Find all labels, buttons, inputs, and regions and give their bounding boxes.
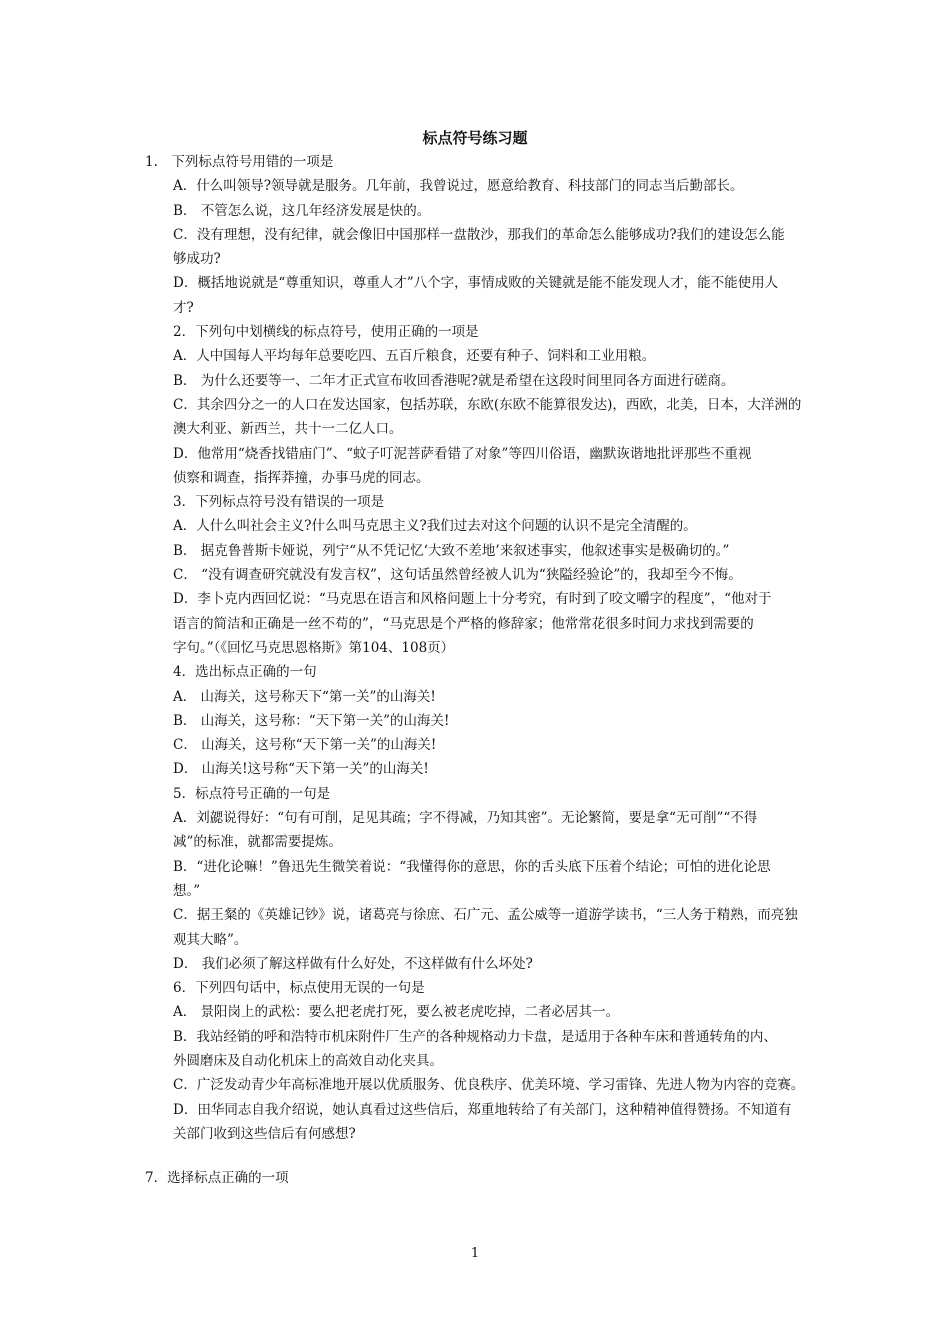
text-line: 够成功? — [173, 251, 221, 268]
text-line: B． 不管怎么说，这几年经济发展是快的。 — [173, 202, 431, 219]
document-body — [145, 150, 815, 1190]
text-line: B． 为什么还要等一、二年才正式宣布收回香港呢?就是希望在这段时间里同各方面进行磋商。 — [173, 372, 735, 389]
text-line: 字句。”（《回忆马克思恩格斯》第104、108页） — [173, 639, 455, 656]
text-line: 6．下列四句话中，标点使用无误的一句是 — [173, 980, 425, 997]
text-line: A．人什么叫社会主义?什么叫马克思主义?我们过去对这个问题的认识不是完全清醒的。 — [173, 518, 697, 535]
text-line: D． 我们必须了解这样做有什么好处，不这样做有什么坏处? — [173, 955, 533, 972]
text-line: D． 山海关!这号称“天下第一关”的山海关! — [173, 761, 429, 778]
text-line: A．人中国每人平均每年总要吃四、五百斤粮食，还要有种子、饲料和工业用粮。 — [173, 348, 656, 365]
text-line: D．他常用“烧香找错庙门”、“蚊子叮泥菩萨看错了对象”等四川俗语，幽默诙谐地批评那些不重视 — [173, 445, 752, 462]
paragraph-spacer — [145, 1146, 815, 1166]
text-line: 外圆磨床及自动化机床上的高效自动化夹具。 — [173, 1052, 443, 1069]
text-line: 关部门收到这些信后有何感想? — [173, 1125, 356, 1142]
page-number: 1 — [470, 1246, 480, 1261]
text-line: 1. 下列标点符号用错的一项是 — [145, 154, 334, 170]
text-line: 7．选择标点正确的一项 — [145, 1170, 289, 1187]
text-line: B．“进化论嘛！”鲁迅先生微笑着说：“我懂得你的意思，你的舌头底下压着个结论；可怕的进化论思 — [173, 858, 771, 875]
text-line: A．刘勰说得好：“句有可削，足见其疏；字不得减，乃知其密”。无论繁简，要是拿“无可削”“不得 — [173, 810, 758, 827]
text-line: A． 景阳岗上的武松：要么把老虎打死，要么被老虎吃掉，二者必居其一。 — [173, 1004, 620, 1021]
text-line: 减”的标准，就都需要提炼。 — [173, 834, 342, 851]
text-line: D．概括地说就是“尊重知识，尊重人才”八个字，事情成败的关键就是能不能发现人才，能不能使用人 — [173, 275, 779, 292]
text-line: B． 据克鲁普斯卡娅说，列宁“从不凭记忆‘大致不差地’来叙述事实，他叙述事实是极确切的。” — [173, 542, 730, 559]
text-line: 4．选出标点正确的一句 — [173, 664, 317, 681]
text-line: 观其大略”。 — [173, 931, 248, 948]
text-line: 5．标点符号正确的一句是 — [173, 785, 331, 802]
text-line: D．田华同志自我介绍说，她认真看过这些信后，郑重地转给了有关部门，这种精神值得赞扬。不知道有 — [173, 1101, 792, 1118]
text-line: D．李卜克内西回忆说：“马克思在语言和风格问题上十分考究，有时到了咬文嚼字的程度”，“他对于 — [173, 591, 772, 608]
text-line: A． 山海关，这号称天下“第一关”的山海关! — [173, 688, 436, 705]
text-line: C．广泛发动青少年高标准地开展以优质服务、优良秩序、优美环境、学习雷锋、先进人物为内容的竞赛。 — [173, 1077, 805, 1094]
text-line: 3．下列标点符号没有错误的一项是 — [173, 494, 385, 511]
text-line: C．其余四分之一的人口在发达国家，包括苏联，东欧(东欧不能算很发达)，西欧，北美，日本，大洋洲的 — [173, 396, 802, 413]
text-line: C．据王粲的《英雄记钞》说，诸葛亮与徐庶、石广元、孟公威等一道游学读书，“三人务于精熟，而亮独 — [173, 907, 798, 924]
document-title: 标点符号练习题 — [422, 129, 528, 147]
text-line: 想。” — [173, 882, 201, 899]
text-line: B．我站经销的呼和浩特市机床附件厂生产的各种规格动力卡盘，是适用于各种车床和普通转角的内、 — [173, 1028, 777, 1045]
text-line: 才? — [173, 299, 194, 316]
text-line: C．没有理想，没有纪律，就会像旧中国那样一盘散沙，那我们的革命怎么能够成功?我们的建设怎么能 — [173, 226, 785, 243]
text-line: 侦察和调查，指挥莽撞，办事马虎的同志。 — [173, 469, 430, 486]
text-line: 语言的简洁和正确是一丝不苟的”，“马克思是个严格的修辞家；他常常花很多时间力求找到需要的 — [173, 615, 754, 632]
text-line: A．什么叫领导?领导就是服务。几年前，我曾说过，愿意给教育、科技部门的同志当后勤部长。 — [173, 178, 744, 195]
text-line: 澳大利亚、新西兰，共十一二亿人口。 — [173, 421, 403, 438]
text-line: 2．下列句中划横线的标点符号，使用正确的一项是 — [173, 324, 479, 341]
text-line: C． 山海关，这号称“天下第一关”的山海关! — [173, 737, 437, 754]
text-line: B． 山海关，这号称：“天下第一关”的山海关! — [173, 712, 450, 729]
text-line: C． “没有调查研究就没有发言权”，这句话虽然曾经被人讥为“狭隘经验论”的，我却至今不悔。 — [173, 567, 742, 584]
